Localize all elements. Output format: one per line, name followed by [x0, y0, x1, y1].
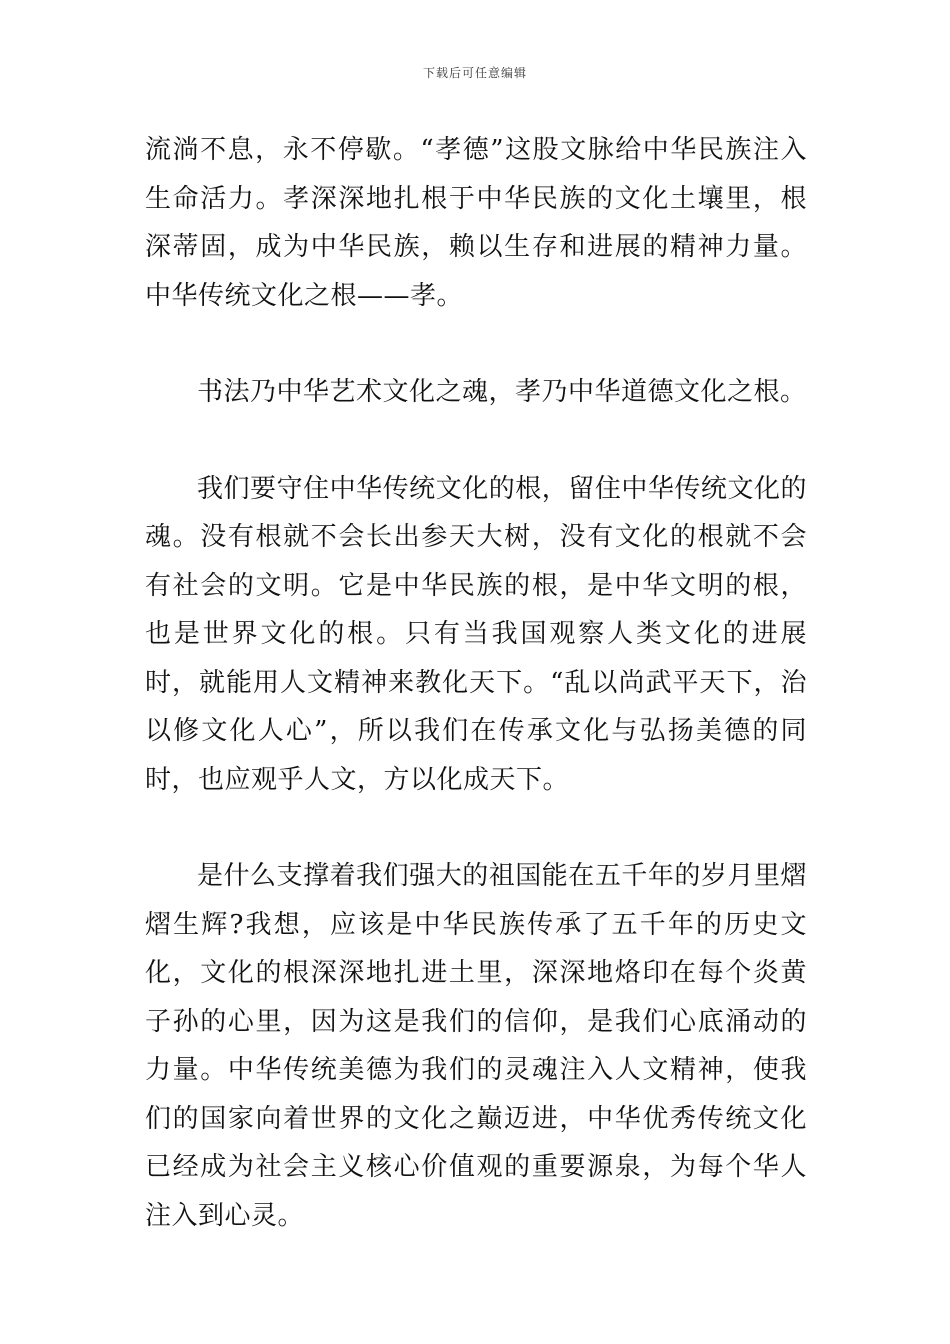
- paragraph-4: 是什么支撑着我们强大的祖国能在五千年的岁月里熠熠生辉?我想，应该是中华民族传承了五千年的历史文化，文化的根深深地扎进土里，深深地烙印在每个炎黄子孙的心里，因为这是我们的信仰，是我们心底涌动的力量。中华传统美德为我们的灵魂注入人文精神，使我们的国家向着世界的文化之巅迈进，中华优秀传统文化已经成为社会主义核心价值观的重要源泉，为每个华人注入到心灵。: [145, 861, 807, 1231]
- paragraph-3: 我们要守住中华传统文化的根，留住中华传统文化的魂。没有根就不会长出参天大树，没有文化的根就不会有社会的文明。它是中华民族的根，是中华文明的根，也是世界文化的根。只有当我国观察人类文化的进展时，就能用人文精神来教化天下。“乱以尚武平天下，治以修文化人心”，所以我们在传承文化与弘扬美德的同时，也应观乎人文，方以化成天下。: [145, 473, 807, 795]
- document-body: [145, 126, 807, 1240]
- page-header: 下载后可任意编辑: [422, 66, 527, 80]
- paragraph-2: 书法乃中华艺术文化之魂，孝乃中华道德文化之根。: [197, 377, 807, 407]
- paragraph-1: 流淌不息，永不停歇。“孝德”这股文脉给中华民族注入生命活力。孝深深地扎根于中华民族的文化土壤里，根深蒂固，成为中华民族，赖以生存和进展的精神力量。中华传统文化之根——孝。: [145, 135, 807, 311]
